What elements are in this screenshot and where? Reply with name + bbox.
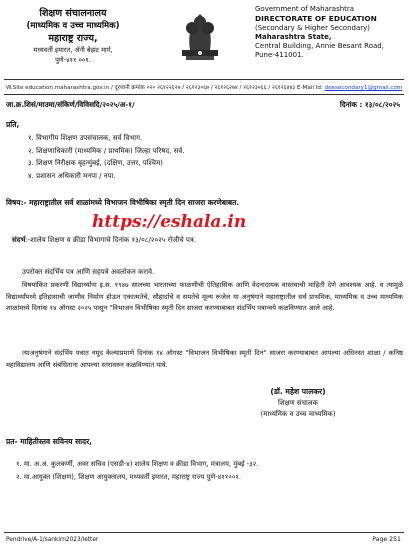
copy-heading: प्रत- माहितीस्तव सविनय सादर, xyxy=(6,437,93,446)
reference-text: :-शालेय शिक्षण व क्रीडा विभागाचे दिनांक १३/०८/२०२५ रोजीचे पत्र. xyxy=(25,236,197,244)
header-hindi-block xyxy=(8,8,138,65)
state-emblem-icon xyxy=(170,6,230,64)
contact-line xyxy=(6,83,404,91)
reference-date-block xyxy=(340,100,400,110)
body-paragraph-2: विषयांकित प्रकरणी विद्यार्थ्यांना इ.स. १९४७ सालच्या भारताच्या फाळणीची ऐतिहासिक आणि वेदनादायक वास्तवाची माहिती देणे आवश्यक आहे. व त्यामुळे विद्यार्थ्यांमध्ये इतिहासाची जाणीव निर्माण होऊन एकात्मतेचे, सौहार्दाचे व समतेचे मूल्य रूजेल या अनुषंगाने महाराष्ट्रातील सर्व प्राथमिक, माध्यमिक व उच्च माध्यमिक शाळांमध्ये दिनांक १४ ऑगस्ट २०२५ पासून "विभाजन विभीषिका स्मृती दिन साजरा करण्याबाबत संदर्भिय पत्रान्वये कळविण्यात आले आहे. xyxy=(6,281,403,312)
state-name: Maharashtra State, xyxy=(255,32,332,41)
footer-page-number: Page 251 xyxy=(372,536,401,543)
directorate-subtitle: (Secondary & Higher Secondary) xyxy=(255,23,371,32)
list-item: २. मा.आयुक्त (शिक्षण), शिक्षण आयुक्तालय, मध्यवर्ती इमारत, महाराष्ट्र राज्य पुणे-४११००१. xyxy=(16,473,242,481)
reference-line xyxy=(6,100,404,110)
watermark-link[interactable]: https://eshala.in xyxy=(92,212,247,232)
address-marathi-line1: मध्यवर्ती इमारत, ॲनी बेझंट मार्ग, xyxy=(33,46,113,54)
subject-line: विषय:- महाराष्ट्रातील सर्व शाळांमध्ये विभाजन विभीषिका स्मृती दिन साजरा करणेबाबत. xyxy=(6,198,240,207)
contact-divider xyxy=(4,94,404,95)
copy-list xyxy=(16,458,404,484)
recipients-list xyxy=(28,132,184,182)
reference-label: संदर्भ xyxy=(12,236,26,244)
govt-name: Government of Maharashtra xyxy=(255,5,355,13)
dept-name-marathi: शिक्षण संचालनालय xyxy=(39,8,107,19)
reference-date: १३/०८/२०२५ xyxy=(364,100,400,109)
signatory-dept: (माध्यमिक व उच्च माध्यमिक) xyxy=(260,410,336,418)
list-item: १. विभागीय शिक्षण उपसंचालक, सर्व विभाग. xyxy=(28,134,143,142)
contact-text: W.Site education.maharashtra.gov.in / दूरध्वनी क्रमांक ०२० २६१२२६२७ / २६१२३०६७ / २६१२६२७४ / २६१२३०६६ / २६१२६४४३ E-Mail Id: xyxy=(6,85,325,91)
header-english-block xyxy=(255,5,405,61)
footer-divider xyxy=(4,532,404,533)
header-divider xyxy=(4,79,404,80)
state-marathi: महाराष्ट्र राज्य, xyxy=(48,33,98,44)
signatory-title: शिक्षण संचालक xyxy=(278,399,318,407)
footer-file-path: Pendrive/A-1/sankirn2023/letter xyxy=(6,537,99,543)
date-label: दिनांक : xyxy=(339,100,363,109)
address-marathi-line2: पुणे-४११ ००१. xyxy=(55,56,91,64)
body-paragraph-1: उपरोक्त संदर्भिय पत्र आणि सहपत्रे अवलोकन करावे. xyxy=(22,268,155,276)
address-line2: Pune-411001. xyxy=(255,51,304,60)
address-line1: Central Building, Annie Besant Road, xyxy=(255,42,384,51)
recipients-heading: प्रति, xyxy=(6,120,20,129)
list-item: १. मा. अ.अ. कुलकर्णी, अवर सचिव (एसडी-४) शालेय शिक्षण व क्रीडा विभाग, मंत्रालय, मुंबई -३२. xyxy=(16,460,259,468)
body-paragraph-3: त्याअनुषंगाने संदर्भिय पत्रात नमूद केल्याप्रमाणे दिनांक १४ ऑगस्ट "विभाजन विभीषिका स्मृती दिन" साजरा करण्याबाबत आपल्या अधिनस्त शाळा / कनिष्ठ महाविद्यालय आणि संबंधिताना आपल्या स्तरावरुन कळविण्यात यावे. xyxy=(6,349,403,369)
list-item: ३. शिक्षण निरीक्षक बृहन्मुंबई, (दक्षिण, उत्तर, पश्चिम) xyxy=(28,159,163,168)
signature-block xyxy=(218,386,378,420)
list-item: २. शिक्षणाधिकारी (माध्यमिक / प्राथमिक) जिल्हा परिषद, सर्व. xyxy=(28,146,185,155)
list-item: ४. प्रशासन अधिकारी मनपा / नपा. xyxy=(28,171,116,180)
dept-subtitle-marathi: (माध्यमिक व उच्च माध्यमिक) xyxy=(26,21,120,31)
reference-number: जा.क्र.शिसं/माउमा/संकिर्ण/विविसदि/२०२५/अ-१/ xyxy=(6,100,135,109)
signatory-name: (डॉ. महेश पालकर) xyxy=(270,387,326,396)
reference-note xyxy=(12,236,402,245)
email-link[interactable]: doesecondary1@gmail.com xyxy=(324,85,403,91)
directorate-name: DIRECTORATE OF EDUCATION xyxy=(255,14,377,24)
